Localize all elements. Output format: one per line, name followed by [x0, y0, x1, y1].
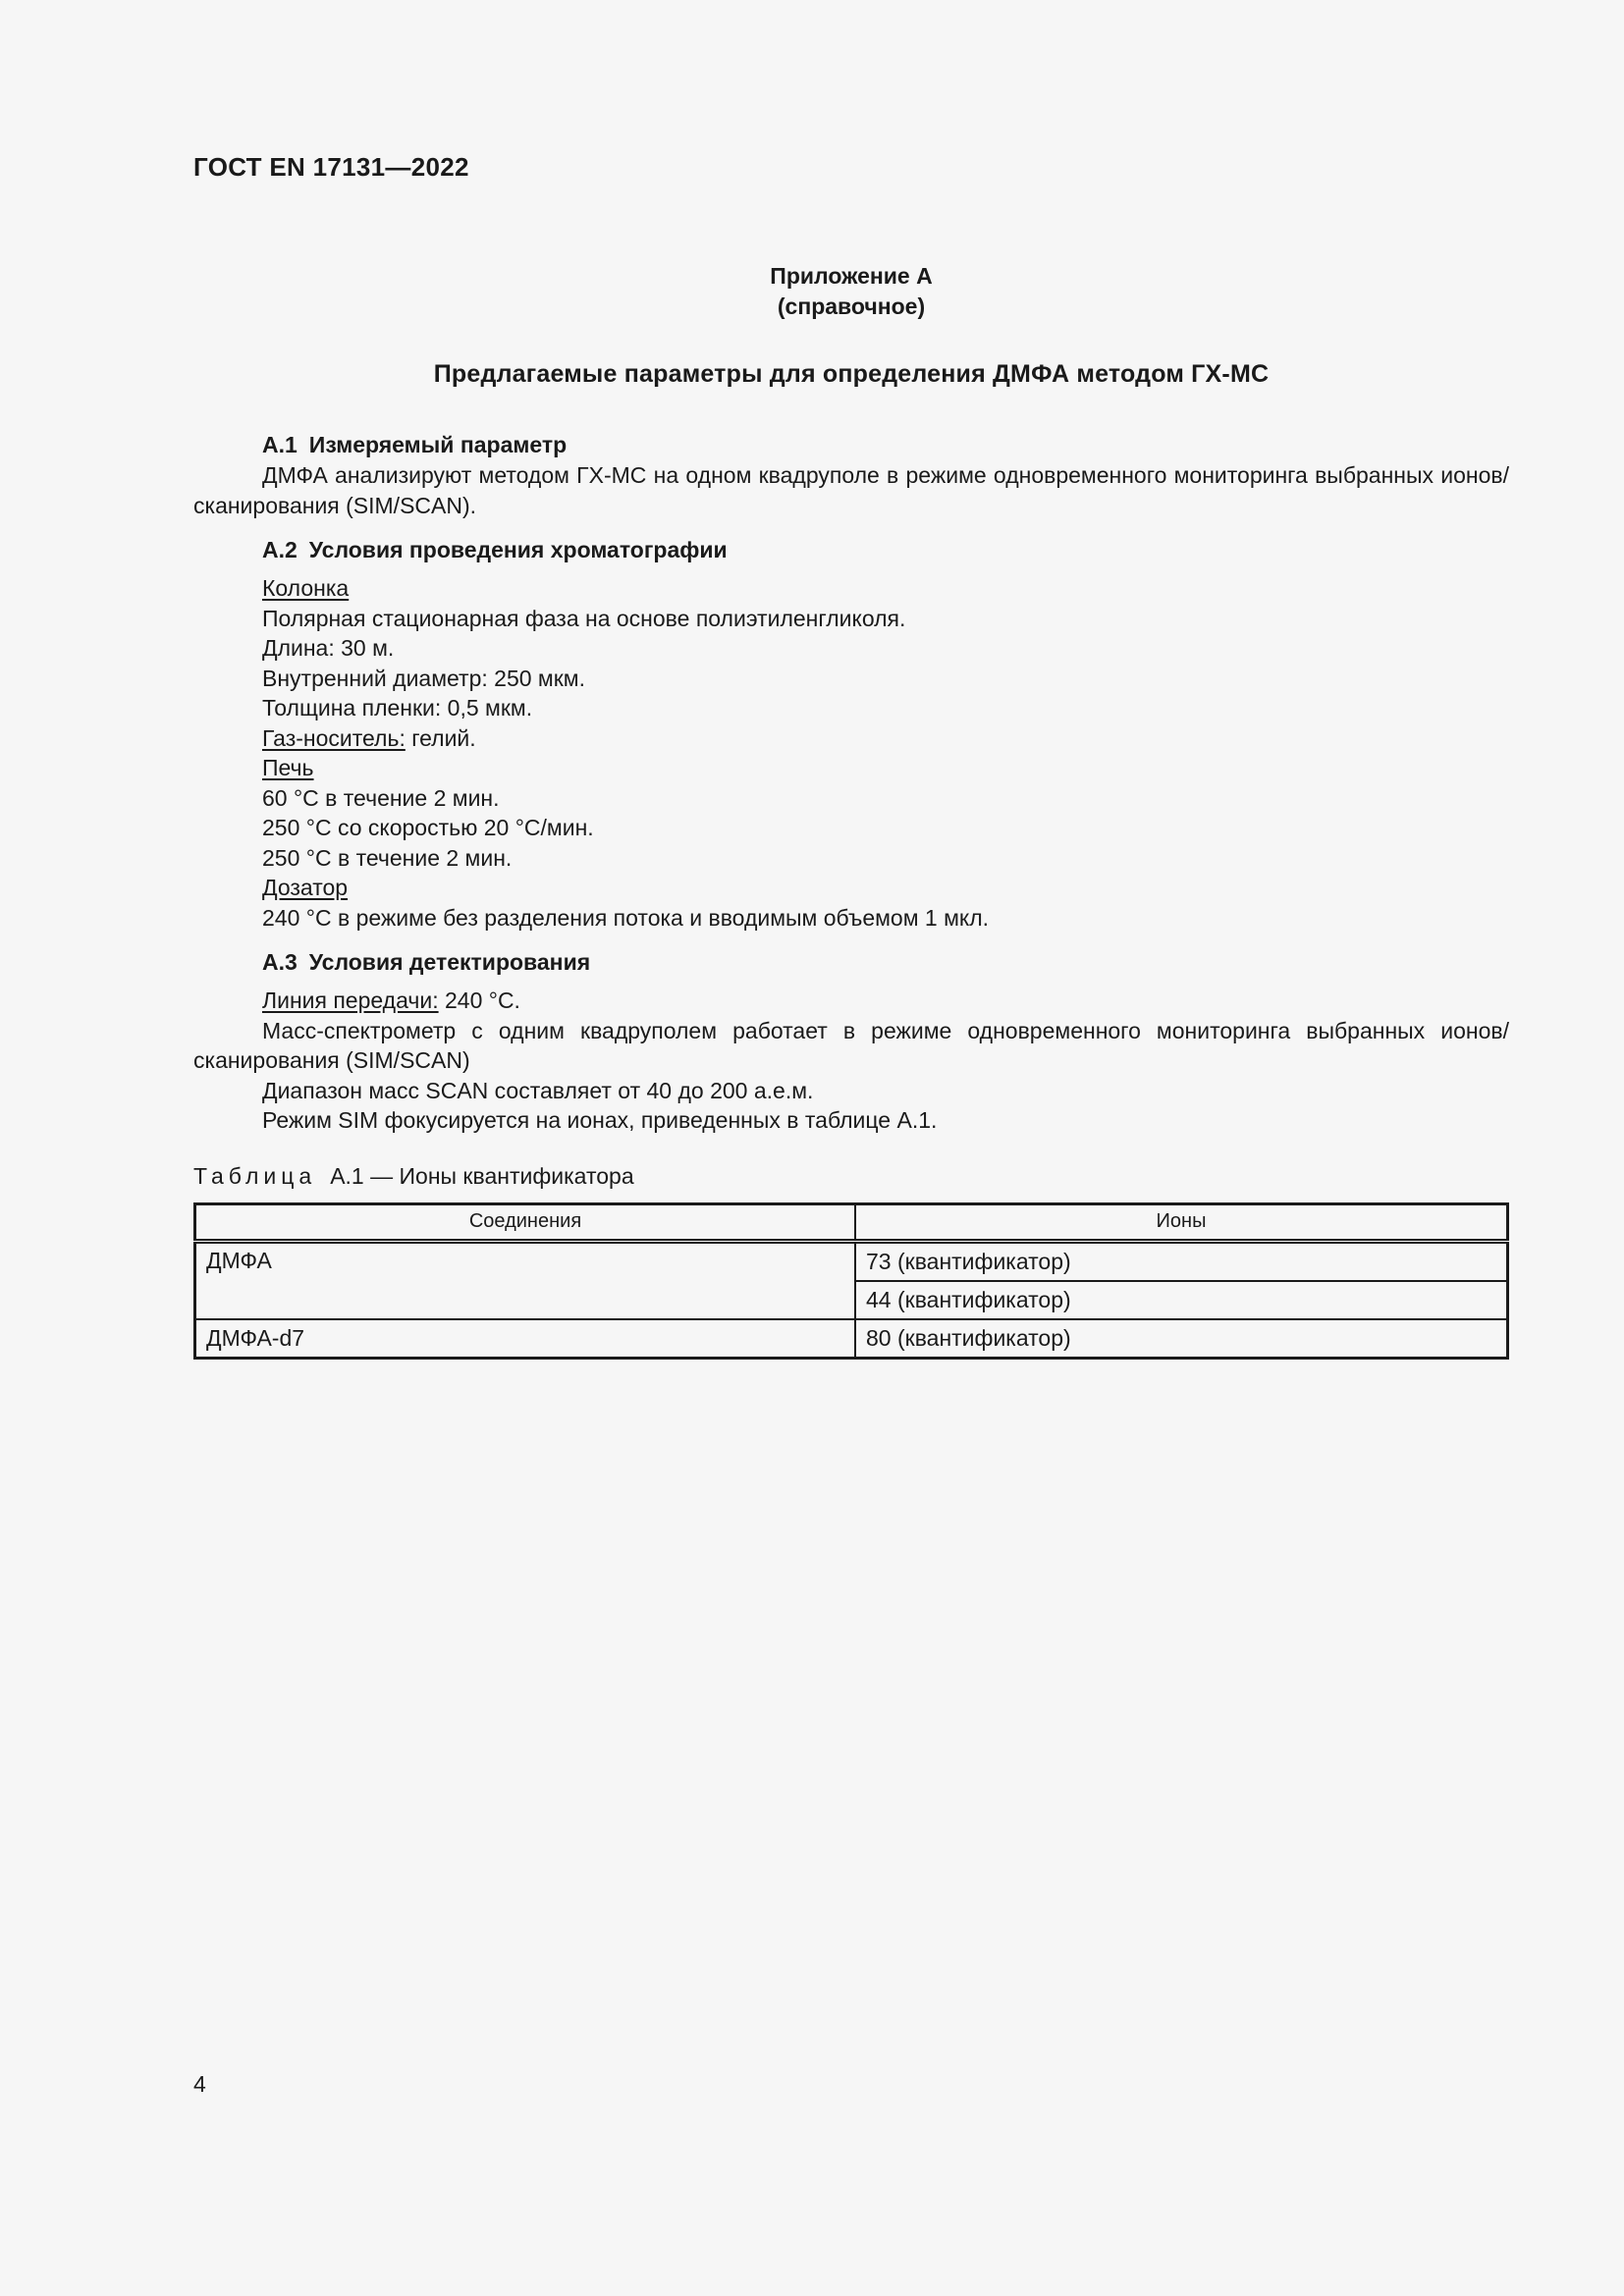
appendix-title: Приложение А	[770, 263, 933, 289]
ion-cell: 44 (квантификатор)	[855, 1281, 1508, 1319]
section-number: А.1	[262, 432, 298, 457]
injector-label: Дозатор	[262, 875, 349, 900]
table-caption-text: А.1 — Ионы квантификатора	[330, 1162, 634, 1189]
appendix-heading: Предлагаемые параметры для определения ДМФА методом ГХ-МС	[433, 360, 1270, 388]
oven-step-1: 60 °С в течение 2 мин.	[262, 784, 500, 811]
section-a1-heading	[193, 430, 1509, 460]
sim-mode: Режим SIM фокусируется на ионах, приведенных в таблице А.1.	[262, 1107, 938, 1133]
table-caption-word: Таблица	[193, 1162, 317, 1189]
compound-cell: ДМФА-d7	[195, 1319, 856, 1359]
oven-step-3: 250 °С в течение 2 мин.	[262, 844, 513, 871]
transfer-label: Линия передачи:	[262, 988, 439, 1013]
oven-label: Печь	[262, 755, 314, 780]
ion-cell: 73 (квантификатор)	[855, 1241, 1508, 1281]
section-title: Условия проведения хроматографии	[308, 537, 728, 562]
injector-text: 240 °С в режиме без разделения потока и вводимым объемом 1 мкл.	[262, 904, 990, 931]
column-header-compounds: Соединения	[195, 1203, 856, 1241]
standard-header: ГОСТ EN 17131—2022	[193, 152, 469, 182]
carrier-label: Газ-носитель:	[262, 724, 406, 751]
film-thickness: Толщина пленки: 0,5 мкм.	[262, 695, 533, 721]
table-row	[195, 1241, 1508, 1281]
table-header-row	[195, 1203, 1508, 1241]
carrier-value: гелий.	[405, 724, 476, 751]
page-number: 4	[193, 2071, 206, 2097]
ion-cell: 80 (квантификатор)	[855, 1319, 1508, 1359]
column-length: Длина: 30 м.	[262, 635, 395, 661]
column-label: Колонка	[262, 575, 350, 601]
section-a2-heading	[193, 535, 1509, 565]
appendix-label	[193, 261, 1509, 322]
section-title: Условия детектирования	[308, 949, 591, 975]
transfer-line	[193, 986, 1509, 1016]
transfer-value: 240 °С.	[438, 988, 520, 1013]
carrier-gas	[262, 723, 1509, 754]
section-a3-body	[193, 986, 1509, 1136]
ions-table	[193, 1202, 1509, 1360]
table-caption	[193, 1161, 1509, 1191]
appendix-status: (справочное)	[777, 294, 926, 319]
document-page	[193, 147, 1509, 1360]
compound-cell: ДМФА	[195, 1241, 856, 1319]
section-a3-heading	[193, 947, 1509, 978]
section-a1-text: ДМФА анализируют методом ГХ-МС на одном квадруполе в режиме одновременного мониторинга выбранных ионов/сканирования (SIM/SCAN).	[193, 462, 1509, 518]
section-number: А.2	[262, 537, 298, 562]
column-phase: Полярная стационарная фаза на основе полиэтиленгликоля.	[262, 605, 906, 631]
column-diameter: Внутренний диаметр: 250 мкм.	[262, 665, 585, 691]
ms-description: Масс-спектрометр с одним квадруполем работает в режиме одновременного мониторинга выбранных ионов/сканирования (SIM/SCAN)	[193, 1017, 1509, 1073]
scan-range: Диапазон масс SCAN составляет от 40 до 200 а.е.м.	[262, 1077, 814, 1103]
section-a2-body	[193, 573, 1509, 933]
column-header-ions: Ионы	[855, 1203, 1508, 1241]
table-row	[195, 1319, 1508, 1359]
oven-step-2: 250 °С со скоростью 20 °С/мин.	[262, 815, 594, 840]
section-number: А.3	[262, 949, 298, 975]
section-title: Измеряемый параметр	[308, 432, 568, 457]
